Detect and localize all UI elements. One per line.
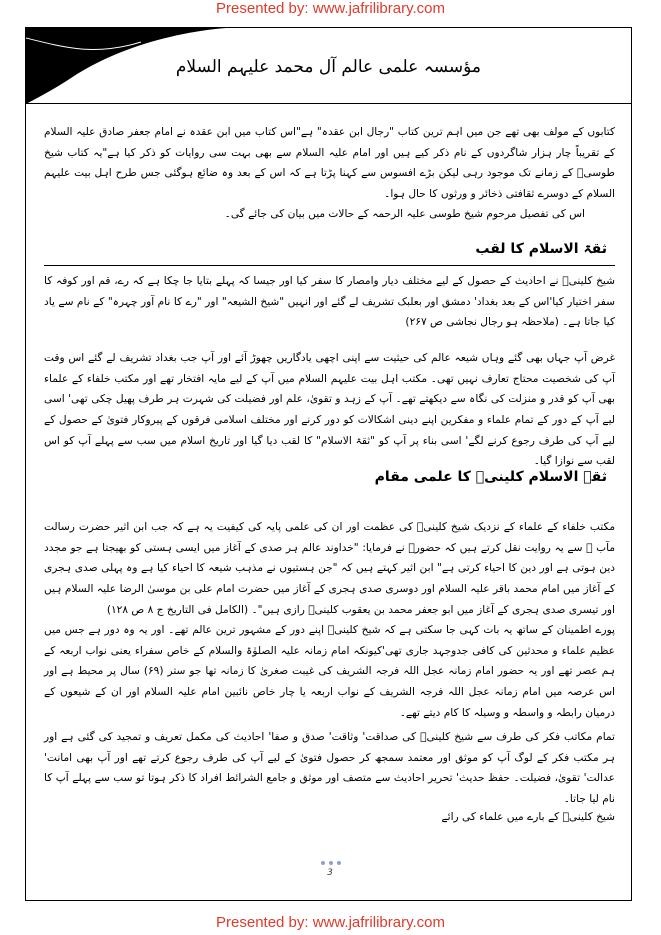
- paragraph-1: کتابوں کے مولف بھی تھے جن میں اہم ترین کتاب "رجال ابن عقدہ" ہے"اس کتاب میں ابن عقدہ نے امام جعفر صادق علیہ السلام کے تقریباً چار ہزار شاگردوں کے نام ذکر کیے ہیں اور امام علیہ السلام سے بھی بہت سی روایات کو ذکر کیا ہے"یہ کتاب شیخ طوسیؒ کے زمانے تک موجود رہی لیکن بڑے افسوس سے کہنا پڑتا ہے کہ اس کے بعد وہ ضائع ہوگئی جس طرح اہل بیت علیہم السلام کے دوسرے ثقافتی ذخائر و ورثوں کا حال ہوا۔: [44, 126, 615, 200]
- paragraph-3: شیخ کلینیؒ نے احادیث کے حصول کے لیے مختلف دیار وامصار کا سفر کیا اور جیسا کہ پہلے بتایا جا چکا ہے کہ رے، قم اور کوفہ کا سفر اختیار کیا'اس کے بعد بغداد' دمشق اور بعلبک تشریف لے گئے اور انہیں "شیخ الشیعہ" اور "رے کا نام آور چہرہ" کے نام سے یاد کیا جاتا ہے۔ (ملاحظہ ہو رجال نجاشی ص ۲۶۷): [44, 275, 615, 329]
- paragraph-8: شیخ کلینیؒ کے بارے میں علماء کی رائے: [441, 811, 615, 823]
- page-ornament-dots: [311, 859, 351, 868]
- presented-by-banner-top: Presented by: www.jafrilibrary.com: [216, 0, 445, 17]
- section-heading-title: ثقۃ الاسلام کا لقب: [475, 241, 607, 257]
- paragraph-2: اس کی تفصیل مرحوم شیخ طوسی علیہ الرحمہ کے حالات میں بیان کی جائے گی۔: [224, 208, 585, 220]
- paragraph-4: غرض آپ جہاں بھی گئے وہاں شیعہ عالم کی حیثیت سے اپنی اچھی یادگاریں چھوڑ آئے اور آپ جب بغداد تشریف لے گئے اس وقت آپ کی شخصیت محتاج تعارف نہیں تھی۔ مکتب اہل بیت علیہم السلام میں آپ کے لیے مایہ افتخار تھے اور مکتب خلفاء کے علماء بھی آپ کو قدر و منزلت کی نگاہ سے دیکھتے تھے۔ آپ کے زہد و تقویٰ، علم اور فضیلت کی شہرت ہر طرف پھیل چکی تھی' اسی لیے آپ کے دور کے تمام علماء و مفکرین اپنے دینی اشکالات کو دور کرنے اور مختلف اسلامی فرقوں کے پیروکار فتویٰ کے حصول کے لیے آپ کی طرف رجوع کرنے لگے' اسی بناء پر آپ کو "ثقۃ الاسلام" کا لقب دیا گیا اور تاریخ اسلام میں سب سے پہلے آپ کو اس لقب سے نوازا گیا۔: [44, 352, 615, 468]
- page-number: 3: [327, 868, 333, 878]
- page-header: [26, 28, 631, 104]
- section-divider: [44, 265, 615, 266]
- header-title: مؤسسہ علمی عالم آل محمد علیہم السلام: [175, 57, 481, 77]
- section-heading-status: ثقۃ الاسلام کلینیؒ کا علمی مقام: [374, 469, 607, 485]
- paragraph-5: مکتب خلفاء کے علماء کے نزدیک شیخ کلینیؒ کی عظمت اور ان کی علمی پایہ کی کیفیت یہ ہے کہ جب ابن اثیر حضرت رسالت مآب ﷺ سے یہ روایت نقل کرتے ہیں کہ حضورؐ نے فرمایا: "خداوند عالم ہر صدی کے آغاز میں ایسی ہستی کو بھیجتا ہے جو مجدد دین ہوتی ہے اور دین کا احیاء کرتی ہے" ابن اثیر کہتے ہیں کہ "جن ہستیوں نے مذہب شیعہ کا احیاء کیا ہے وہ پہلی صدی ہجری کے آغاز میں امام محمد باقر علیہ السلام اور دوسری صدی ہجری کے آغاز میں حضرت امام علی بن موسیٰ الرضا علیہ السلام ہیں اور تیسری صدی ہجری کے آغاز میں ابو جعفر محمد بن یعقوب کلینیؒ رازی ہیں"۔ (الکامل فی التاریخ ج ۸ ص ۱۲۸): [44, 521, 615, 616]
- page-frame: [25, 27, 632, 901]
- paragraph-6: پورے اطمینان کے ساتھ یہ بات کہی جا سکتی ہے کہ شیخ کلینیؒ اپنے دور کے مشہور ترین عالم تھے۔ اور یہ وہ دور ہے جس میں عظیم علماء و محدثین کی کافی جدوجہد جاری تھی'کیونکہ امام زمانہ علیہ الصلوٰۃ والسلام کے خاص سفراء یعنی نواب اربعہ کے ہم عصر تھے اور یہ حضور امام زمانہ عجل اللہ فرجہ الشریف کی غیبت صغریٰ کا زمانہ تھا جو ستر (۶۹) سال پر محیط ہے اور اس عرصہ میں امام زمانہ عجل اللہ فرجہ الشریف کے نواب اربعہ یا چار خاص نائبین امام علیہ السلام اور ان کے شیعوں کے درمیان رابطہ و واسطہ و وسیلہ کا کام دیتے تھے۔: [44, 624, 615, 719]
- presented-by-banner-bottom: Presented by: www.jafrilibrary.com: [216, 914, 445, 931]
- paragraph-7: تمام مکاتب فکر کی طرف سے شیخ کلینیؒ کی صداقت' وثاقت' صدق و صفا' احادیث کی مکمل تعریف و تمجید کی گئی ہے اور ہر مکتب فکر کے لوگ آپ کو موثق اور معتمد سمجھ کر حصول فتویٰ کے لیے آپ کی طرف رجوع کرتے تھے اور آپ بھی امانت' عدالت' تقویٰ، فضیلت۔ حفظ حدیث' تحریر احادیث سے متصف اور موثق و جامع الشرائط افراد کا ذکر ہوتا تو سب سے پہلے آپ کا نام لیا جاتا۔: [44, 731, 615, 805]
